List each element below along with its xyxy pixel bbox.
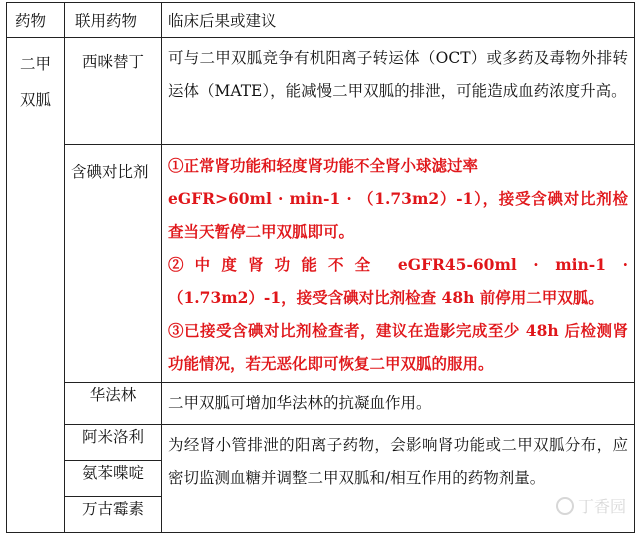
- recommendation-cell: [162, 38, 635, 145]
- drug-name-line: 二甲: [19, 55, 51, 73]
- watermark-text: 丁香园: [577, 497, 626, 516]
- logo-icon: [556, 497, 574, 515]
- recommendation-cell: [162, 383, 635, 425]
- table-row: [7, 425, 635, 461]
- co-drug-cell: 万古霉素: [65, 497, 162, 533]
- recommendation-text: eGFR>60ml · min-1 · （1.73m2）-1），接受含碘对比剂检查当天暂停二甲双胍即可。: [168, 189, 628, 241]
- header-row: [7, 3, 635, 38]
- table-row: [7, 383, 635, 425]
- header-drug: 药物: [7, 3, 65, 38]
- watermark: [556, 494, 626, 517]
- recommendation-text: 为经肾小管排泄的阳离子药物，会影响肾功能或二甲双胍分布，应密切监测血糖并调整二甲双胍和/相互作用的药物剂量。: [168, 436, 628, 487]
- table-row: [7, 145, 635, 383]
- recommendation-text: ③已接受含碘对比剂检查者，建议在造影完成至少 48h 后检测肾功能情况，若无恶化即可恢复二甲双胍的服用。: [168, 321, 628, 373]
- header-recommendation: 临床后果或建议: [162, 3, 635, 38]
- drug-interaction-table: [6, 2, 635, 533]
- table-row: [7, 38, 635, 145]
- recommendation-cell: [162, 145, 635, 383]
- co-drug-cell: 西咪替丁: [65, 38, 162, 145]
- co-drug-cell: 华法林: [65, 383, 162, 425]
- recommendation-text: 可与二甲双胍竞争有机阳离子转运体（OCT）或多药及毒物外排转运体（MATE），能减慢二甲双胍的排泄，可能造成血药浓度升高。: [168, 49, 628, 100]
- recommendation-text: 二甲双胍可增加华法林的抗凝血作用。: [168, 394, 432, 412]
- recommendation-text: ①正常肾功能和轻度肾功能不全肾小球滤过率: [168, 156, 479, 175]
- drug-name-cell: [7, 38, 65, 533]
- recommendation-text: ②中度肾功能不全 eGFR45-60ml · min-1 · （1.73m2）-1，接受含碘对比剂检查 48h 前停用二甲双胍。: [168, 255, 628, 307]
- header-co-drug: 联用药物: [65, 3, 162, 38]
- drug-name-line: 双胍: [19, 91, 51, 109]
- co-drug-cell: 阿米洛利: [65, 425, 162, 461]
- co-drug-cell: 氨苯喋啶: [65, 461, 162, 497]
- co-drug-cell: 含碘对比剂: [65, 145, 162, 383]
